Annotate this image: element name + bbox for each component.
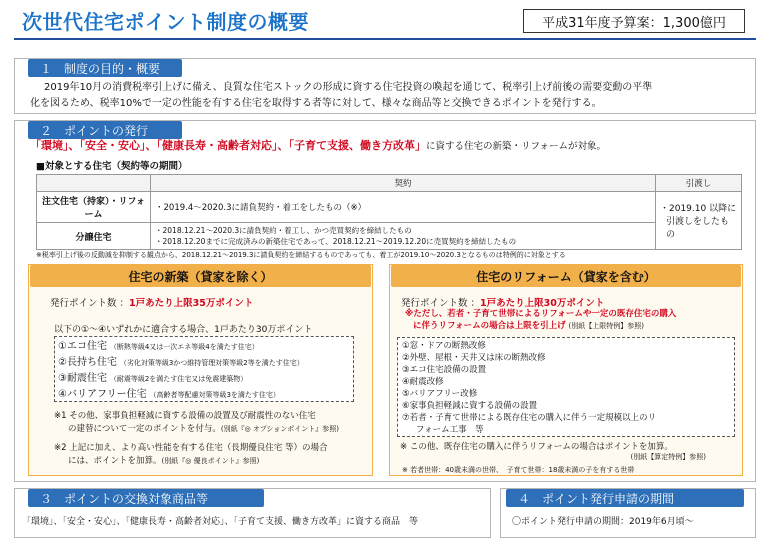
purpose-line-2: 化を図るため、税率10%で一定の性能を有する住宅を取得する者等に対して、様々な商品等と交換できるポイントを発行する。 <box>30 98 602 109</box>
reform-item-youth-cont: フォーム工事 等 <box>416 425 484 435</box>
reform-item-housework: ⑥家事負担軽減に資する設備の設置 <box>402 401 538 411</box>
section-purpose-heading: １ 制度の目的・概要 <box>28 59 182 77</box>
new-build-condition: 以下の①～④いずれかに適合する場合、1戸あたり30万ポイント <box>54 325 313 335</box>
reform-purchase-note: ※ この他、既存住宅の購入に伴うリフォームの場合はポイントを加算。 (別紙【算定特例】参照) <box>400 442 706 461</box>
handover-line-2: 引渡しをしたもの <box>666 217 730 240</box>
handover-cell <box>656 192 742 250</box>
new-build-criteria-list <box>58 339 352 403</box>
page-title: 次世代住宅ポイント制度の概要 <box>22 10 309 34</box>
new-build-points-label: 発行ポイント数 ： <box>50 298 130 309</box>
table-header-contract: 契約 <box>151 175 656 192</box>
period-table <box>36 174 742 250</box>
new-build-points-value: 1戸あたり上限35万ポイント <box>129 298 254 309</box>
section-points-heading: ２ ポイントの発行 <box>28 121 182 139</box>
table-header-empty <box>37 175 151 192</box>
sale-contract-b: ・2018.12.20までに完成済みの新築住宅であって、2018.12.21～2019.12.20に売買契約を締結したもの <box>155 237 517 246</box>
criteria-longlife: ②長持ち住宅 （劣化対策等級3かつ維持管理対策等級2等を満たす住宅） <box>58 357 304 368</box>
reform-points-label: 発行ポイント数 ： <box>401 298 481 309</box>
target-lead <box>30 137 606 153</box>
title-underline <box>14 38 756 40</box>
new-build-note-1: ※1 その他、家事負担軽減に資する設備の設置及び耐震性のない住宅 の建替について一定のポイントを付与。(別紙『◎ オプションポイント』参照) <box>54 411 340 434</box>
reform-heading: 住宅のリフォーム（貸家を含む） <box>391 265 741 287</box>
reform-item-youth: ⑦若者・子育て世帯による既存住宅の購入に伴う一定規模以上のリ <box>402 413 657 423</box>
table-title: ■対象とする住宅（契約等の期間） <box>36 161 188 172</box>
reform-youth-definition: ※ 若者世帯：40歳未満の世帯、 子育て世帯：18歳未満の子を有する世帯 <box>402 466 635 474</box>
reform-points-value: 1戸あたり上限30万ポイント <box>480 298 605 309</box>
criteria-eco: ①エコ住宅 （断熱等級4又は一次エネ等級4を満たす住宅） <box>58 341 259 352</box>
criteria-barrierfree: ④バリアフリー住宅 （高齢者等配慮対策等級3を満たす住宅） <box>58 389 280 400</box>
new-build-note-2: ※2 上記に加え、より高い性能を有する住宅（長期優良住宅 等）の場合 には、ポイントを加算。(別紙『◎ 優良ポイント』参照) <box>54 443 328 466</box>
period-text: 〇ポイント発行申請の期間：2019年6月頃～ <box>512 517 694 527</box>
section-exchange-heading: ３ ポイントの交換対象商品等 <box>28 489 264 507</box>
new-build-heading: 住宅の新築（貸家を除く） <box>30 265 371 287</box>
budget-box: 平成31年度予算案：1,300億円 <box>523 9 745 33</box>
row-sale-contract <box>151 223 656 250</box>
section-period-heading: ４ ポイント発行申請の期間 <box>506 489 744 507</box>
target-categories: 「環境」、「安全・安心」、「健康長寿・高齢者対応」、「子育て支援、働き方改革」 <box>30 139 426 152</box>
reform-items-list <box>402 340 656 436</box>
table-header-handover: 引渡し <box>656 175 742 192</box>
row-custom-contract: ・2019.4～2020.3に請負契約・着工をしたもの（※） <box>151 192 656 223</box>
reform-item-window: ①窓・ドアの断熱改修 <box>402 341 486 351</box>
reform-raise-note: ※ただし、若者・子育て世帯によるリフォームや一定の既存住宅の購入 に伴うリフォームの場合は上限を引上げ (別紙【上限特例】参照) <box>405 309 677 331</box>
reform-item-barrierfree: ⑤バリアフリー改修 <box>402 389 478 399</box>
target-lead-rest: に資する住宅の新築・リフォームが対象。 <box>426 141 607 152</box>
new-build-points <box>50 295 253 309</box>
criteria-quake: ③耐震住宅 （耐震等級2を満たす住宅又は免震建築物） <box>58 373 248 384</box>
reform-item-eco: ③エコ住宅設備の設置 <box>402 365 487 375</box>
table-note: ※税率引上げ後の反動減を抑制する観点から、2018.12.21～2019.3に請負契約を締結するものであっても、着工が2019.10～2020.3となるものは特例的に対象とする <box>36 251 566 259</box>
sale-contract-a: ・2018.12.21～2020.3に請負契約・着工し、かつ売買契約を締結したもの <box>155 226 412 235</box>
exchange-text: 「環境」、「安全・安心」、「健康長寿・高齢者対応」、「子育て支援、働き方改革」に資する商品 等 <box>22 517 419 527</box>
reform-item-quake: ④耐震改修 <box>402 377 444 387</box>
handover-line-1: ・2019.10 以降に <box>660 204 737 214</box>
reform-item-insulation: ②外壁、屋根・天井又は床の断熱改修 <box>402 353 546 363</box>
reform-points <box>401 295 604 309</box>
row-sale-label: 分譲住宅 <box>37 223 151 250</box>
purpose-line-1: 2019年10月の消費税率引上げに備え、良質な住宅ストックの形成に資する住宅投資の喚起を通じて、税率引上げ前後の需要変動の平準 <box>44 82 653 93</box>
row-custom-label: 注文住宅（持家）・リフォーム <box>37 192 151 223</box>
